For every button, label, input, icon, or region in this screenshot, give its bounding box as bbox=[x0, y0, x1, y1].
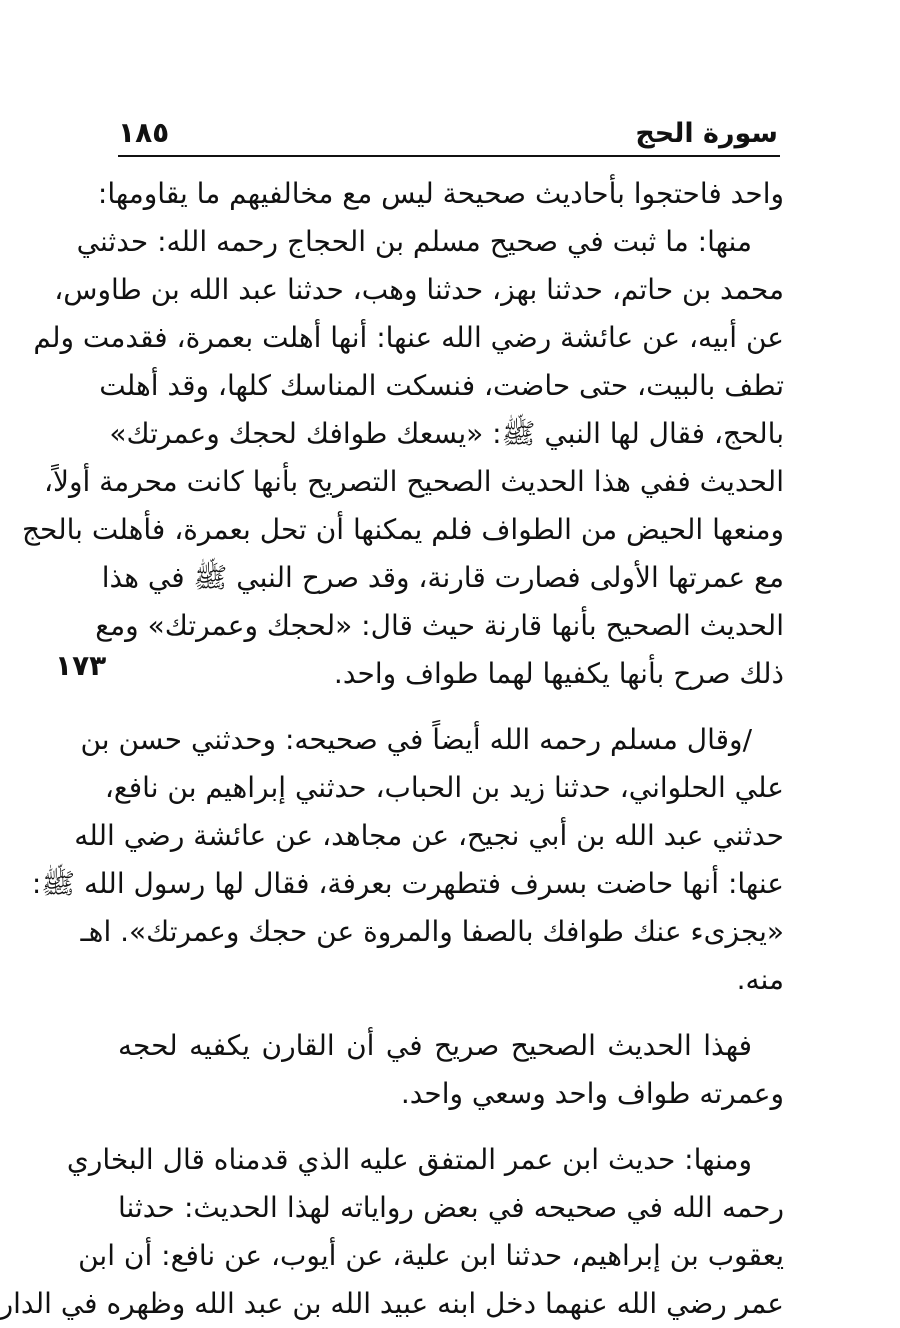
text-line: وعمرته طواف واحد وسعي واحد. bbox=[400, 1077, 784, 1110]
text-line: يعقوب بن إبراهيم، حدثنا ابن علية، عن أيوب، عن نافع: أن ابن bbox=[78, 1239, 784, 1272]
text-line: عنها: أنها حاضت بسرف فتطهرت بعرفة، فقال لها رسول الله ﷺ: bbox=[31, 867, 784, 900]
text-line: ذلك صرح بأنها يكفيها لهما طواف واحد. bbox=[333, 657, 784, 690]
running-header bbox=[118, 112, 778, 152]
text-line: علي الحلواني، حدثنا زيد بن الحباب، حدثني إبراهيم بن نافع، bbox=[104, 771, 784, 804]
text-line: عمر رضي الله عنهما دخل ابنه عبيد الله بن عبد الله وظهره في الدار bbox=[0, 1287, 784, 1320]
paragraph-gap bbox=[118, 1118, 784, 1136]
text-line: تطف بالبيت، حتى حاضت، فنسكت المناسك كلها، وقد أهلت bbox=[99, 369, 784, 402]
text-line: محمد بن حاتم، حدثنا بهز، حدثنا وهب، حدثنا عبد الله بن طاوس، bbox=[54, 273, 784, 306]
page-number: ١٨٥ bbox=[118, 116, 170, 149]
text-line: الحديث الصحيح بأنها قارنة حيث قال: «لحجك وعمرتك» ومع bbox=[95, 609, 784, 642]
text-line: ومنعها الحيض من الطواف فلم يمكنها أن تحل بعمرة، فأهلت بالحج bbox=[21, 513, 784, 546]
header-rule bbox=[118, 155, 780, 157]
text-line: ومنها: حديث ابن عمر المتفق عليه الذي قدمناه قال البخاري bbox=[66, 1143, 752, 1176]
text-line: «يجزىء عنك طوافك بالصفا والمروة عن حجك وعمرتك». اهـ bbox=[80, 915, 784, 948]
text-line: منه. bbox=[736, 963, 784, 996]
paragraph-gap bbox=[118, 1004, 784, 1022]
text-line: مع عمرتها الأولى فصارت قارنة، وقد صرح النبي ﷺ في هذا bbox=[101, 561, 784, 594]
text-line: منها: ما ثبت في صحيح مسلم بن الحجاج رحمه الله: حدثني bbox=[76, 225, 752, 258]
text-line: الحديث ففي هذا الحديث الصحيح التصريح بأنها كانت محرمة أولاً، bbox=[43, 465, 784, 498]
text-line: بالحج، فقال لها النبي ﷺ: «يسعك طوافك لحجك وعمرتك» bbox=[109, 417, 784, 450]
text-line: واحد فاحتجوا بأحاديث صحيحة ليس مع مخالفيهم ما يقاومها: bbox=[97, 177, 784, 210]
text-line: فهذا الحديث الصحيح صريح في أن القارن يكفيه لحجه bbox=[118, 1029, 752, 1062]
text-line: /وقال مسلم رحمه الله أيضاً في صحيحه: وحدثني حسن بن bbox=[80, 723, 752, 756]
text-line: حدثني عبد الله بن أبي نجيح، عن مجاهد، عن عائشة رضي الله bbox=[74, 819, 784, 852]
text-line: عن أبيه، عن عائشة رضي الله عنها: أنها أهلت بعمرة، فقدمت ولم bbox=[33, 321, 784, 354]
margin-page-reference: ١٧٣ bbox=[55, 649, 107, 682]
surah-title: سورة الحج bbox=[635, 118, 778, 149]
text-line: رحمه الله في صحيحه في بعض رواياته لهذا الحديث: حدثنا bbox=[118, 1191, 784, 1224]
paragraph-gap bbox=[118, 698, 784, 716]
